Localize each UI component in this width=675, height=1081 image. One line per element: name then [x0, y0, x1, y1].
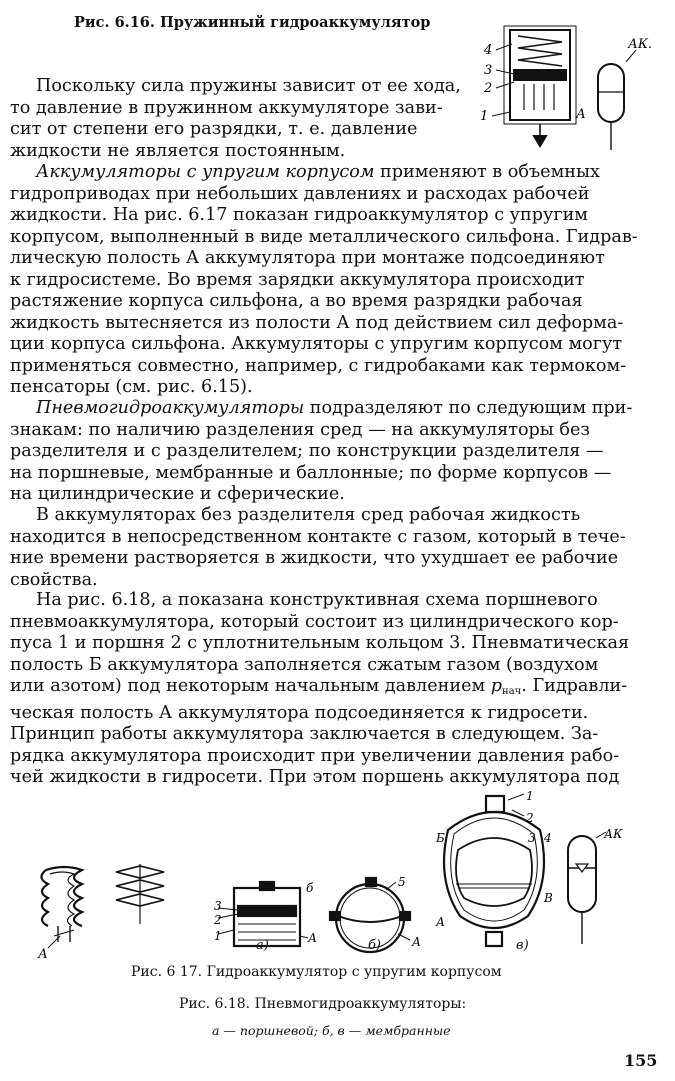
fig618b-label-5: 5 — [398, 876, 406, 889]
text-line: жидкости. На рис. 6.17 показан гидроаккумулятор с упругим — [10, 205, 588, 225]
text-line: Поскольку сила пружины зависит от ее хода, — [36, 76, 461, 96]
text-line: сит от степени его разрядки, т. е. давление — [10, 119, 418, 139]
text-line: свойства. — [10, 569, 98, 590]
text-line: ние времени растворяется в жидкости, что ухудшает ее рабочие — [10, 548, 619, 568]
text-line: то давление в пружинном аккумуляторе зави- — [10, 97, 443, 118]
text-line: рядка аккумулятора происходит при увеличении давления рабо- — [10, 745, 620, 766]
fig617-label-a: А — [38, 947, 48, 962]
figure-6-16-caption: Рис. 6.16. Пружинный гидроаккумулятор — [74, 14, 431, 31]
fig616-label-4: 4 — [484, 43, 493, 58]
fig618a-label-b: б — [306, 881, 314, 895]
figure-6-17-bellows — [36, 862, 196, 962]
text-line: знакам: по наличию разделения сред — на аккумуляторы без — [10, 419, 591, 440]
text-line: пенсаторы (см. рис. 6.15). — [10, 377, 253, 397]
text-line: ции корпуса сильфона. Аккумуляторы с упругим корпусом могут — [10, 334, 623, 354]
text-line: подразделяют по следующим при- — [304, 398, 633, 418]
text-line: ческая полость А аккумулятора подсоединяется к гидросети. — [10, 702, 589, 723]
fig618c-diaphragm — [456, 838, 532, 906]
text-line: чей жидкости в гидросети. При этом поршень аккумулятора под — [10, 767, 620, 787]
fig618a-label-2: 2 — [214, 913, 222, 927]
page-number: 155 — [624, 1051, 658, 1070]
figure-6-17-caption: Рис. 6 17. Гидроаккумулятор с упругим корпусом — [131, 964, 502, 980]
fig618c-label-4: 4 — [544, 831, 552, 845]
text-line: пневмоаккумулятора, который состоит из цилиндрического кор- — [10, 611, 619, 632]
pressure-symbol: p — [490, 676, 503, 696]
fig616-piston — [514, 70, 566, 80]
fig618c-sublabel: в) — [516, 938, 529, 953]
ak-symbol-label: АК — [604, 827, 623, 841]
fig616-spring — [518, 36, 562, 66]
text-line: на цилиндрические и сферические. — [10, 484, 345, 504]
paragraph-3 — [10, 398, 670, 506]
fig618c-label-1: 1 — [526, 790, 534, 803]
fig618a-piston — [238, 906, 296, 916]
paragraph-2 — [10, 162, 670, 399]
ak-symbol-body — [568, 836, 596, 912]
fig618b-label-a: А — [412, 935, 422, 949]
text-line: На рис. 6.18, а показана конструктивная схема поршневого — [36, 590, 598, 610]
pressure-subscript: нач — [502, 686, 522, 697]
text-line: корпусом, выполненный в виде металлического сильфона. Гидрав- — [10, 226, 638, 247]
fig616-ak-symbol — [598, 64, 624, 122]
fig617-bellows-right — [46, 867, 82, 926]
fig618c-label-a: А — [436, 915, 446, 929]
fig616-label-3: 3 — [484, 63, 493, 78]
fig618c-valve — [486, 796, 504, 812]
fig618c-label-2: 2 — [526, 811, 534, 825]
fig618b-sublabel: б) — [368, 938, 382, 953]
text-line: разделителя и с разделителем; по конструкции разделителя — — [10, 441, 604, 461]
text-line: к гидросистеме. Во время зарядки аккумулятора происходит — [10, 269, 585, 290]
fig618c-sphere — [444, 812, 544, 928]
text-line: лическую полость А аккумулятора при монтаже подсоединяют — [10, 248, 605, 268]
figure-6-18-subcaption: а — поршневой; б, в — мембранные — [212, 1023, 451, 1038]
text-line: или азотом) под некоторым начальным давлением — [10, 676, 491, 696]
fig618c-label-3: 3 — [528, 831, 536, 845]
text-line: В аккумуляторах без разделителя сред рабочая жидкость — [36, 505, 581, 525]
text-line: применяют в объемных — [374, 162, 600, 182]
fig618a-label-a: А — [308, 931, 318, 945]
text-line: . Гидравли- — [521, 676, 628, 696]
fig616-label-ak: АК. — [628, 37, 653, 52]
figure-6-16-spring-accumulator — [478, 22, 668, 154]
fig618c-label-v: В — [544, 891, 553, 905]
fig618a-label-3: 3 — [214, 899, 222, 913]
fig618c-port — [486, 932, 502, 946]
text-line: гидроприводах при небольших давлениях и расходах рабочей — [10, 183, 590, 204]
text-line: жидкости не является постоянным. — [10, 140, 346, 161]
fig616-label-a: А — [576, 107, 586, 122]
text-line: жидкость вытесняется из полости А под действием сил деформа- — [10, 312, 624, 333]
fig616-label-2: 2 — [484, 81, 493, 96]
paragraph-1 — [10, 76, 470, 162]
term-pneumohydraulic-accumulators: Пневмогидроаккумуляторы — [36, 398, 305, 418]
figure-6-18c-diaphragm-sphere — [428, 790, 558, 950]
paragraph-5 — [10, 590, 670, 789]
paragraph-4 — [10, 505, 670, 591]
text-line: пуса 1 и поршня 2 с уплотнительным кольцом 3. Пневматическая — [10, 633, 630, 653]
fig618c-label-b: Б — [436, 831, 445, 845]
term-elastic-body-accumulators: Аккумуляторы с упругим корпусом — [36, 162, 375, 182]
text-line: применяться совместно, например, с гидробаками как термоком- — [10, 355, 627, 376]
fig618a-label-1: 1 — [214, 929, 222, 943]
figure-6-18-caption: Рис. 6.18. Пневмогидроаккумуляторы: — [179, 996, 467, 1012]
ak-symbol-lower — [560, 826, 640, 956]
text-line: на поршневые, мембранные и баллонные; по форме корпусов — — [10, 462, 612, 483]
text-line: растяжение корпуса сильфона, а во время разрядки рабочая — [10, 291, 583, 311]
fig618a-sublabel: а) — [256, 938, 269, 953]
text-line: находится в непосредственном контакте с газом, который в тече- — [10, 526, 626, 547]
text-line: полость Б аккумулятора заполняется сжатым газом (воздухом — [10, 654, 599, 675]
text-line: Принцип работы аккумулятора заключается в следующем. За- — [10, 724, 599, 744]
fig618b-diaphragm — [338, 916, 402, 922]
fig616-label-1: 1 — [480, 109, 489, 124]
fig617-bellows-left — [41, 870, 48, 926]
